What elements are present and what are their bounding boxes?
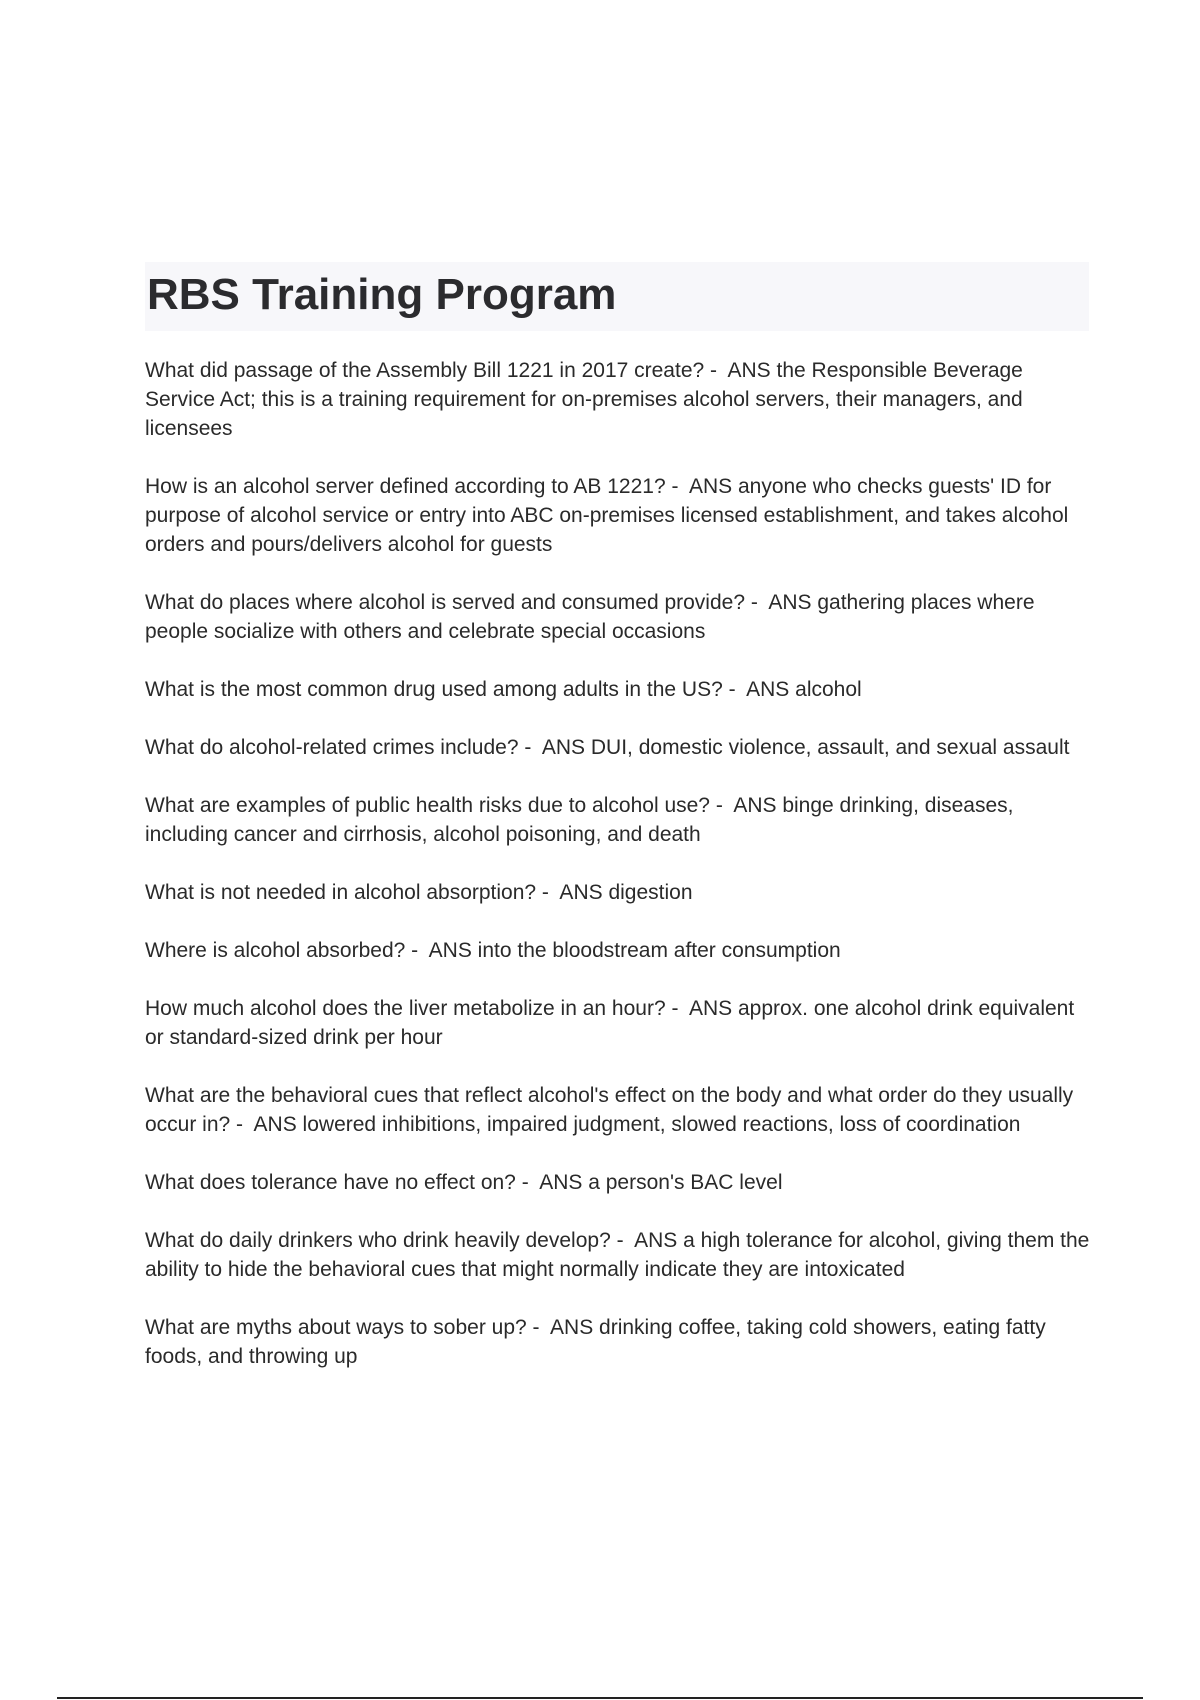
qa-item-4: What is the most common drug used among adults in the US? - ANS alcohol bbox=[145, 678, 862, 701]
qa-item-10: What are the behavioral cues that reflect alcohol's effect on the body and what order do they usually occur in? - ANS lowered inhibitions, impaired judgment, slowed reactions, loss of coordination bbox=[145, 1084, 1080, 1136]
qa-list bbox=[145, 356, 1095, 1400]
qa-item-1: What did passage of the Assembly Bill 1221 in 2017 create? - ANS the Responsible Beverage Service Act; this is a training requirement for on-premises alcohol servers, their managers, and licensees bbox=[145, 359, 1029, 440]
qa-item-13: What are myths about ways to sober up? - ANS drinking coffee, taking cold showers, eating fatty foods, and throwing up bbox=[145, 1316, 1052, 1368]
footer-divider bbox=[57, 1697, 1143, 1699]
qa-item-11: What does tolerance have no effect on? - ANS a person's BAC level bbox=[145, 1171, 783, 1194]
qa-item-8: Where is alcohol absorbed? - ANS into the bloodstream after consumption bbox=[145, 939, 841, 962]
qa-item-5: What do alcohol-related crimes include? - ANS DUI, domestic violence, assault, and sexual assault bbox=[145, 736, 1070, 759]
qa-item-3: What do places where alcohol is served and consumed provide? - ANS gathering places where people socialize with others and celebrate special occasions bbox=[145, 591, 1041, 643]
qa-item-9: How much alcohol does the liver metabolize in an hour? - ANS approx. one alcohol drink equivalent or standard-sized drink per hour bbox=[145, 997, 1081, 1049]
qa-item-12: What do daily drinkers who drink heavily develop? - ANS a high tolerance for alcohol, giving them the ability to hide the behavioral cues that might normally indicate they are intoxicated bbox=[145, 1229, 1096, 1281]
qa-item-7: What is not needed in alcohol absorption? - ANS digestion bbox=[145, 881, 693, 904]
qa-item-6: What are examples of public health risks due to alcohol use? - ANS binge drinking, diseases, including cancer and cirrhosis, alcohol poisoning, and death bbox=[145, 794, 1020, 846]
qa-item-2: How is an alcohol server defined according to AB 1221? - ANS anyone who checks guests' ID for purpose of alcohol service or entry into ABC on-premises licensed establishment, and takes alcohol orders and pours/delivers alcohol for guests bbox=[145, 475, 1075, 556]
title-banner bbox=[145, 262, 1089, 331]
page-title: RBS Training Program bbox=[147, 270, 617, 319]
